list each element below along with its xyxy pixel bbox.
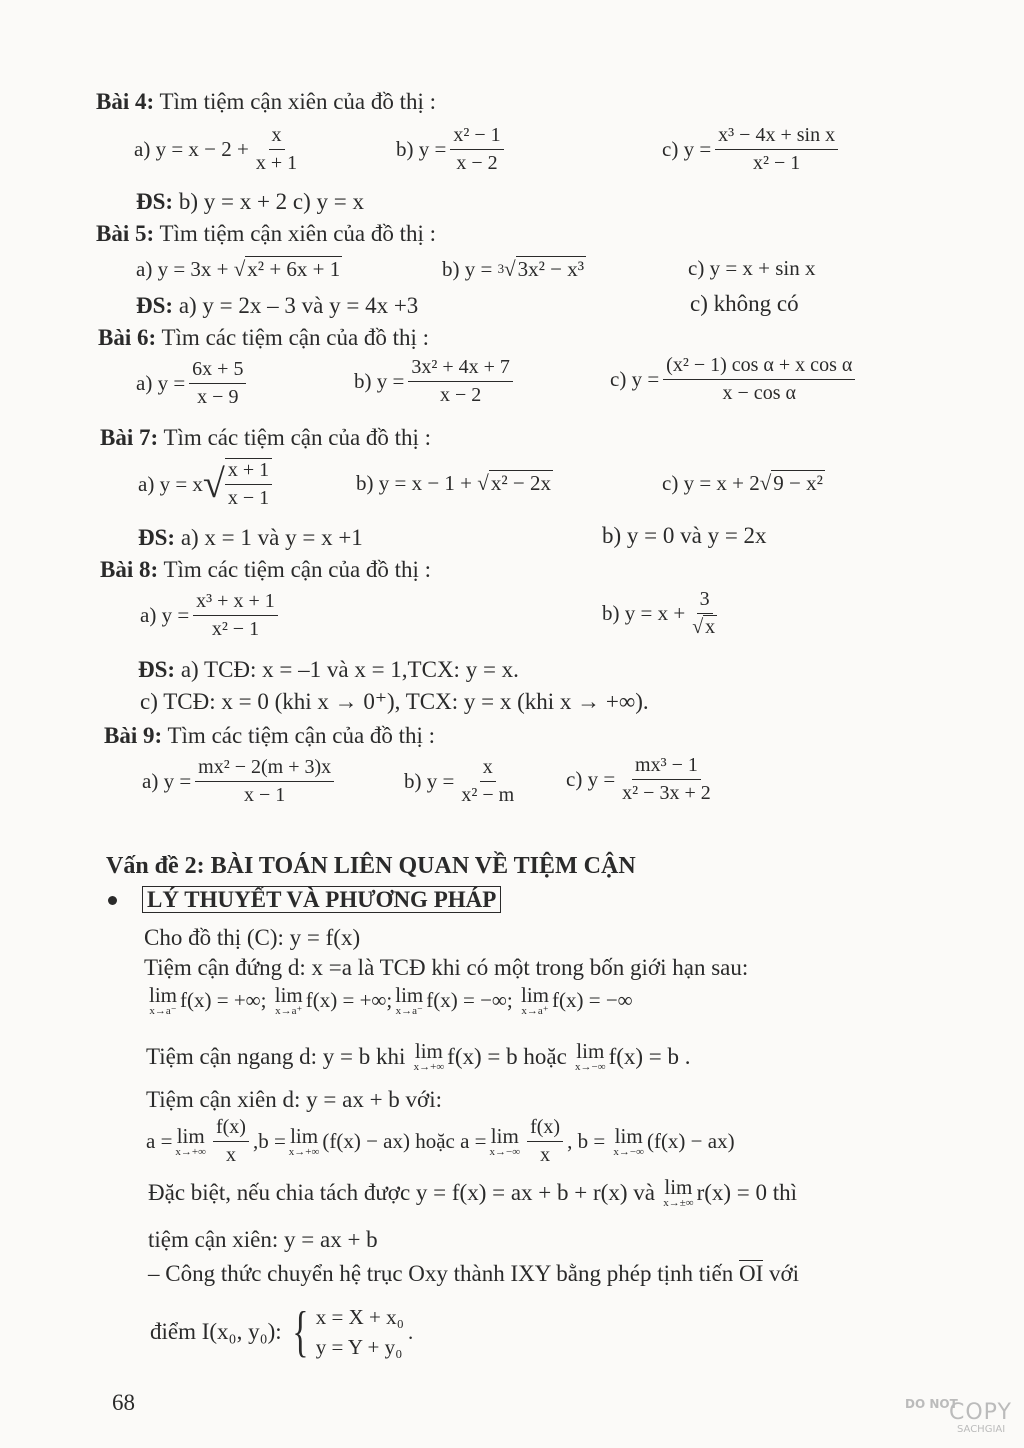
special-case-line: Đặc biệt, nếu chia tách được y = f(x) = ax + b + r(x) và lim x→±∞ r(x) = 0 thì	[148, 1175, 798, 1210]
bai8-answer: ĐS: a) TCĐ: x = –1 và x = 1,TCX: y = x.	[138, 657, 519, 682]
bai4-text: Tìm tiệm cận xiên của đồ thị :	[159, 89, 437, 114]
watermark-logo: DO NOT COPY SACHGIAI	[905, 1397, 1012, 1435]
bai6-c: c) y = $\frac{\text{(x² − 1) cos α + x cos α}}{\text{x − cos α}}$	[610, 354, 859, 405]
bai4-c-fraction: $\frac{\text{x³ − 4x + sin x}}{\text{x² − 1}}$	[715, 124, 838, 175]
vertical-asymptote-limits: lim x→a⁻ f(x) = +∞; lim x→a⁺ f(x) = +∞; lim x→a⁻ f(x) = −∞; lim x→a⁺ f(x) = −∞	[149, 983, 633, 1018]
bai7-c: c) y = x + 2 √ 9 − x²	[662, 470, 823, 495]
bai7-answer-b: b) y = 0 và y = 2x	[602, 523, 767, 548]
bai8-b: b) y = x + $\frac{3}{√ x}$	[602, 588, 716, 638]
bullet-icon	[108, 896, 117, 905]
bai5-c: c) y = x + sin x	[688, 256, 816, 280]
translation-line: – Công thức chuyển hệ trục Oxy thành IXY bằng phép tịnh tiến OI với	[148, 1261, 800, 1286]
bai5-answer-c: c) không có	[690, 291, 799, 316]
horizontal-asymptote-line: Tiệm cận ngang d: y = b khi lim x→+∞ f(x) = b hoặc lim x→−∞ f(x) = b .	[146, 1039, 691, 1074]
bai6-heading: Bài 6: Tìm các tiệm cận của đồ thị :	[98, 325, 430, 350]
bai4-a: a) y = x − 2 + $\frac{x}{x + 1}$	[134, 124, 304, 175]
bai7-b: b) y = x − 1 + √ x² − 2x	[356, 470, 551, 495]
bai9-a: a) y = $\frac{\text{mx² − 2(m + 3)x}}{x - 1}$	[142, 756, 338, 807]
bai6-b: b) y = $\frac{\text{3x² + 4x + 7}}{x - 2}$	[354, 356, 517, 407]
bai9-b: b) y = $\frac{x}{\text{x² − m}}$	[404, 756, 515, 806]
theory-line-8: tiệm cận xiên: y = ax + b	[148, 1227, 378, 1252]
bai4-b-fraction: $\frac{\text{x² − 1}}{x - 2}$	[450, 124, 503, 175]
page-number: 68	[112, 1390, 135, 1415]
bai9-heading: Bài 9: Tìm các tiệm cận của đồ thị :	[104, 723, 436, 748]
bai7-heading: Bài 7: Tìm các tiệm cận của đồ thị :	[100, 425, 432, 450]
bai5-a: a) y = 3x + √ x² + 6x + 1	[136, 256, 341, 281]
bai5-b: b) y = 3 √ 3x² − x³	[442, 256, 585, 281]
section-heading: Vấn đề 2: BÀI TOÁN LIÊN QUAN VỀ TIỆM CẬN	[106, 853, 636, 879]
theory-line-5: Tiệm cận xiên d: y = ax + b với:	[146, 1087, 442, 1112]
bai7-answer: ĐS: a) x = 1 và y = x +1	[138, 525, 363, 550]
bai4-a-fraction: $\frac{x}{x + 1}$	[255, 124, 298, 174]
bai4-answer: ĐS: b) y = x + 2 c) y = x	[136, 189, 365, 214]
bai4-c: c) y = $\frac{\text{x³ − 4x + sin x}}{\text{x² − 1}}$	[662, 124, 842, 175]
bai5-heading: Bài 5: Tìm tiệm cận xiên của đồ thị :	[96, 221, 437, 246]
theory-line-2: Tiệm cận đứng d: x =a là TCĐ khi có một trong bốn giới hạn sau:	[144, 955, 749, 980]
brace-icon: {	[292, 1301, 309, 1364]
bai6-a: a) y = $\frac{6x + 5}{x - 9}$	[136, 358, 250, 409]
bai4-heading	[96, 88, 436, 116]
bai9-c: c) y = $\frac{\text{mx³ − 1}}{\text{x² − 3x + 2}}$	[566, 754, 711, 804]
bai7-a: a) y = x √ $\frac{x + 1}{x - 1}$	[138, 458, 276, 510]
bai8-heading: Bài 8: Tìm các tiệm cận của đồ thị :	[100, 557, 432, 582]
bai8-answer-c: c) TCĐ: x = 0 (khi x → 0⁺), TCX: y = x (khi x → +∞).	[140, 689, 649, 714]
bai5-answer: ĐS: a) y = 2x – 3 và y = 4x +3	[136, 293, 419, 318]
theory-box: LÝ THUYẾT VÀ PHƯƠNG PHÁP	[142, 886, 501, 914]
bai4-title: Bài 4:	[96, 89, 155, 114]
oblique-asymptote-formula: a = lim x→+∞ $\frac{f(x)}{x}$ ,b = lim x→+∞ (f(x) − ax) hoặc a = lim x→−∞ $\frac{f(x)}{x}$ , b = lim x→−∞ (f(x) − ax)	[146, 1116, 735, 1166]
translation-system: điểm I(x₀, y₀): { x = X + x₀ y = Y + y₀ .	[150, 1301, 414, 1364]
bai4-b: b) y = $\frac{\text{x² − 1}}{x - 2}$	[396, 124, 508, 175]
bai8-a: a) y = $\frac{\text{x³ + x + 1}}{\text{x² − 1}}$	[140, 590, 282, 641]
vector-oi: OI	[738, 1261, 764, 1286]
theory-line-1: Cho đồ thị (C): y = f(x)	[144, 925, 361, 950]
